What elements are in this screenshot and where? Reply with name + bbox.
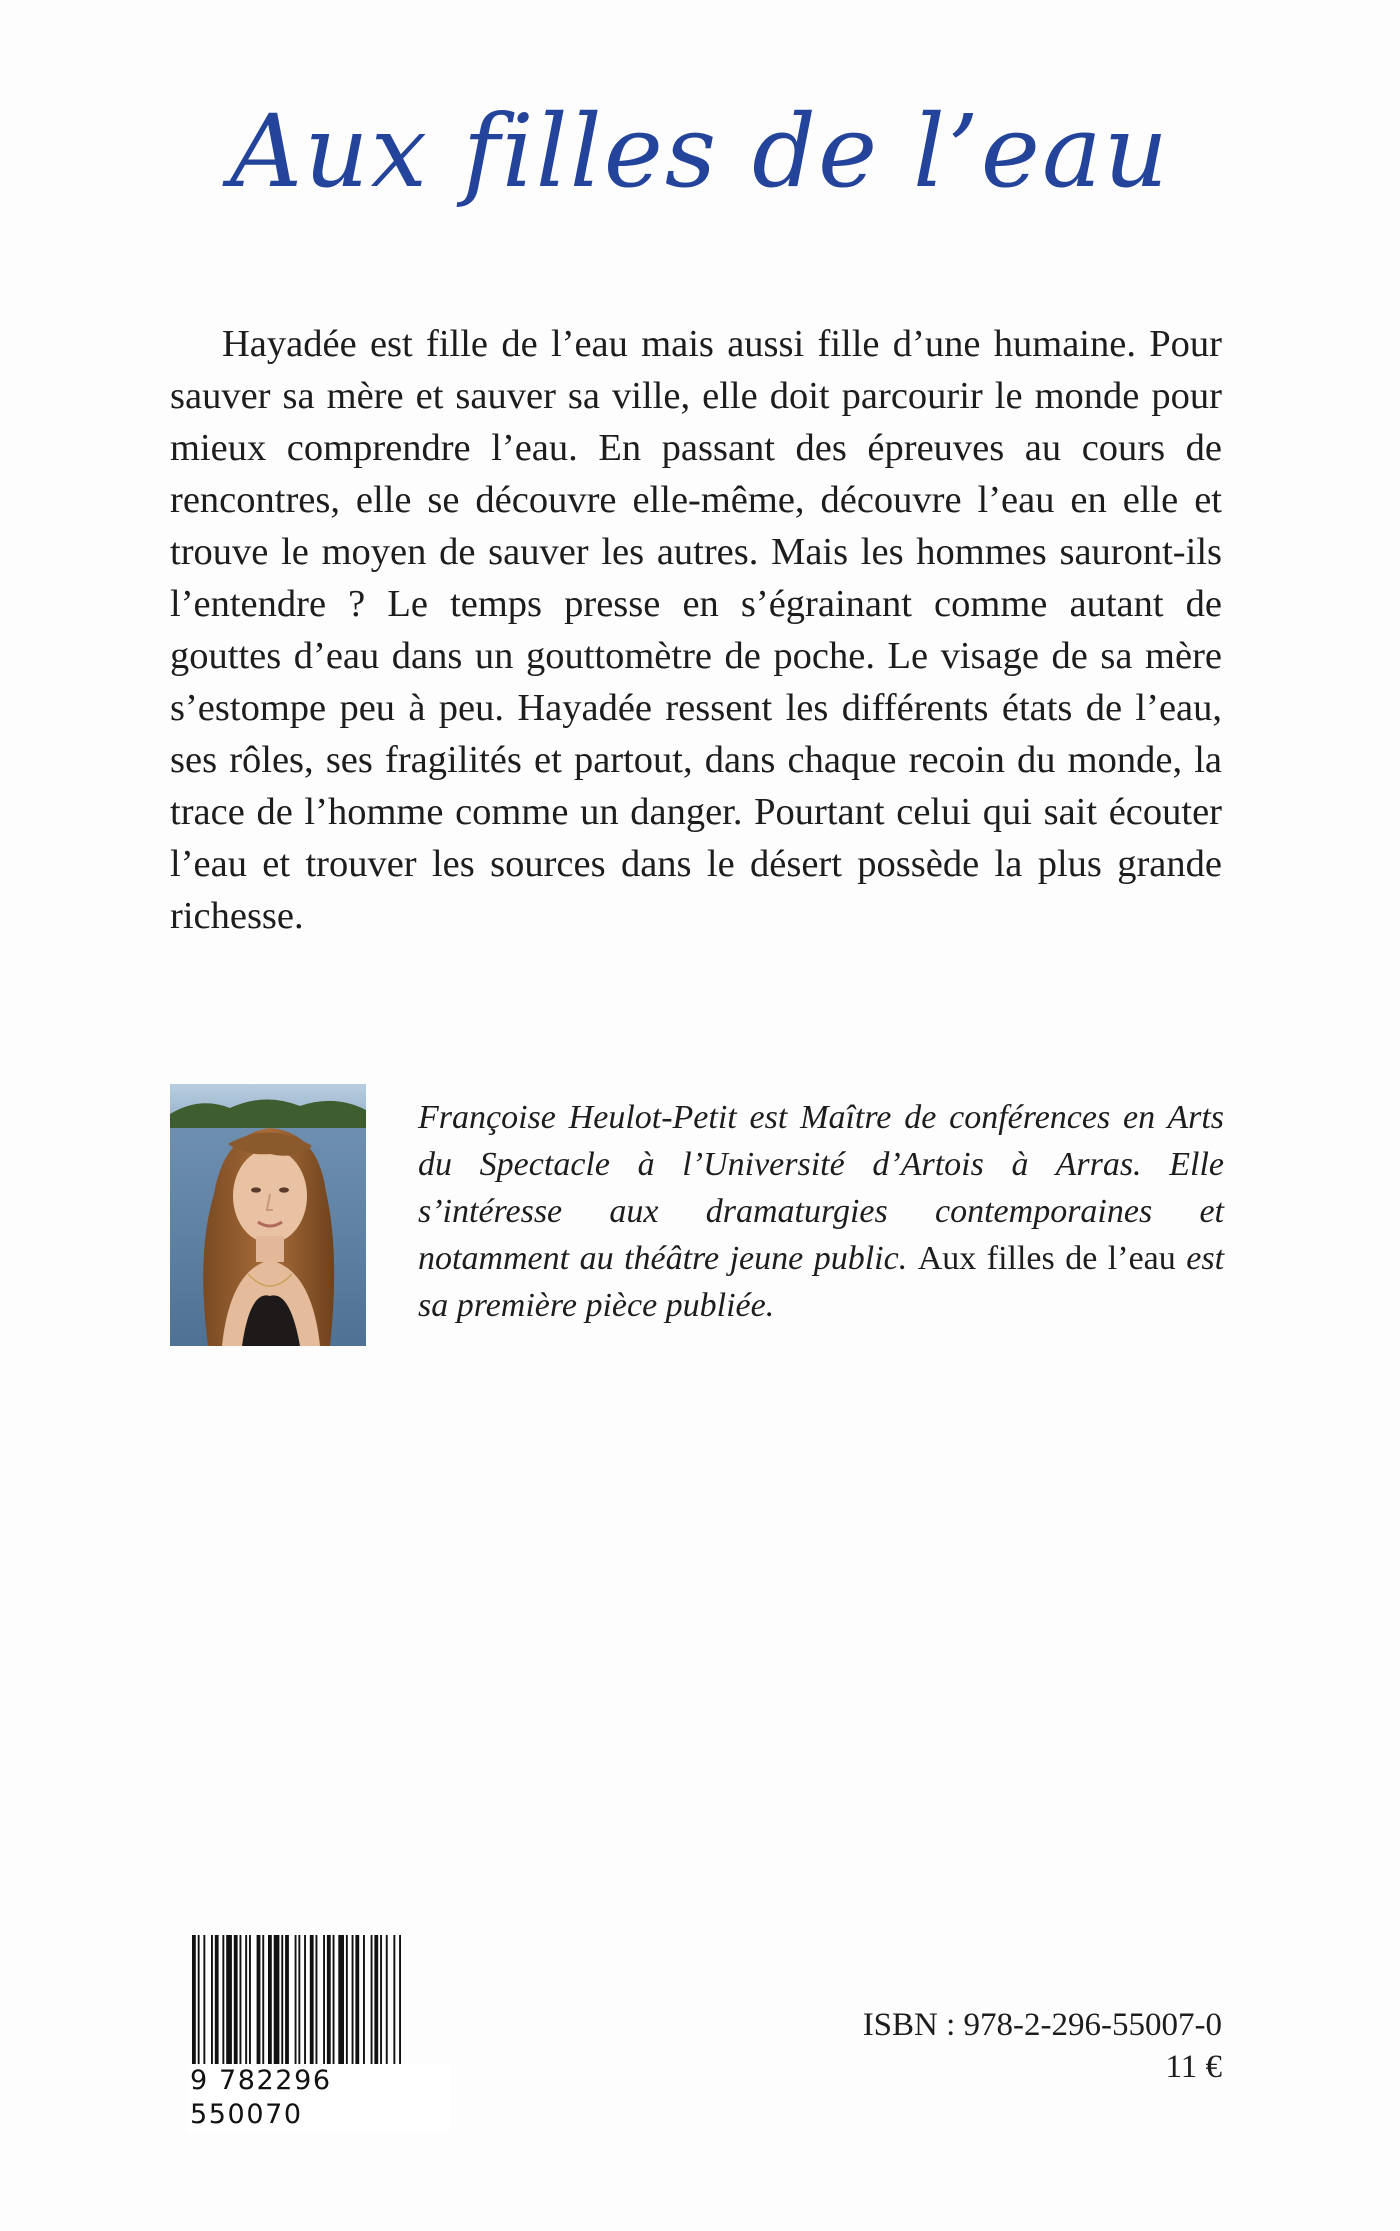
barcode-bar [285,1935,289,2065]
barcode-bar [371,1935,373,2065]
author-bio-book-title: Aux filles de l’eau [917,1240,1176,1277]
barcode-bar [281,1935,283,2065]
barcode-bar [374,1935,378,2065]
barcode-bar [295,1935,297,2065]
barcode-bar [304,1935,306,2065]
barcode-bar [262,1935,264,2065]
barcode-bar [333,1935,335,2065]
barcode-bar [399,1935,401,2085]
barcode-bar [268,1935,272,2065]
barcode-bar [249,1935,251,2065]
barcode-bar [240,1935,242,2065]
barcode-bar [363,1935,365,2065]
barcode-bar [234,1935,238,2065]
barcode-bar [203,1935,205,2065]
author-photo [170,1084,366,1346]
barcode-bar [211,1935,213,2065]
barcode-bar [257,1935,261,2065]
barcode-bar [274,1935,280,2065]
book-title: Aux filles de l’eau [229,93,1170,210]
barcode-bar [355,1935,359,2065]
author-bio-text: Françoise Heulot-Petit est Maître de conférences en Arts du Spectacle à l’Université d’Artois à Arras. Elle s’intéresse aux dramaturgies contemporaines et notamment au théâtre jeune public. [418,1099,1224,1277]
barcode-bar [198,1935,200,2085]
barcode-bar [352,1935,354,2065]
barcode-bar [222,1935,224,2065]
barcode-bar [245,1935,247,2065]
book-blurb: Hayadée est fille de l’eau mais aussi fille d’une humaine. Pour sauver sa mère et sauver sa ville, elle doit parcourir le monde pour mieux comprendre l’eau. En passant des épreuves au cours de rencontres, elle se découvre elle-même, découvre l’eau en elle et trouve le moyen de sauver les autres. Mais les hommes sauront-ils l’entendre ? Le temps presse en s’égrainant comme autant de gouttes d’eau dans un gouttomètre de poche. Le visage de sa mère s’estompe peu à peu. Hayadée ressent les différents états de l’eau, ses rôles, ses fragilités et partout, dans chaque recoin du monde, la trace de l’homme comme un danger. Pourtant celui qui sait écouter l’eau et trouver les sources dans le désert possède la plus grande richesse. [170,323,1222,937]
barcode-bar [393,1935,395,2065]
price: 11 € [1165,2049,1222,2085]
barcode-bar [310,1935,314,2065]
barcode-bar [323,1935,325,2065]
barcode-bar [346,1935,348,2065]
author-bio-text-end: est sa première pièce publiée. [418,1240,1225,1324]
barcode-bar [215,1935,219,2065]
barcode-bar [192,1935,196,2085]
author-bio [418,1094,1224,1329]
barcode-bar [338,1935,344,2065]
barcode-digits: 9 782296 550070 [188,2064,450,2132]
barcode-bar [226,1935,232,2065]
barcode-bar [316,1935,318,2065]
barcode-bar [298,1935,300,2085]
barcode-bar [327,1935,331,2065]
barcode-bar [386,1935,388,2065]
isbn: ISBN : 978-2-296-55007-0 [862,2007,1222,2043]
barcode-bar [380,1935,382,2065]
